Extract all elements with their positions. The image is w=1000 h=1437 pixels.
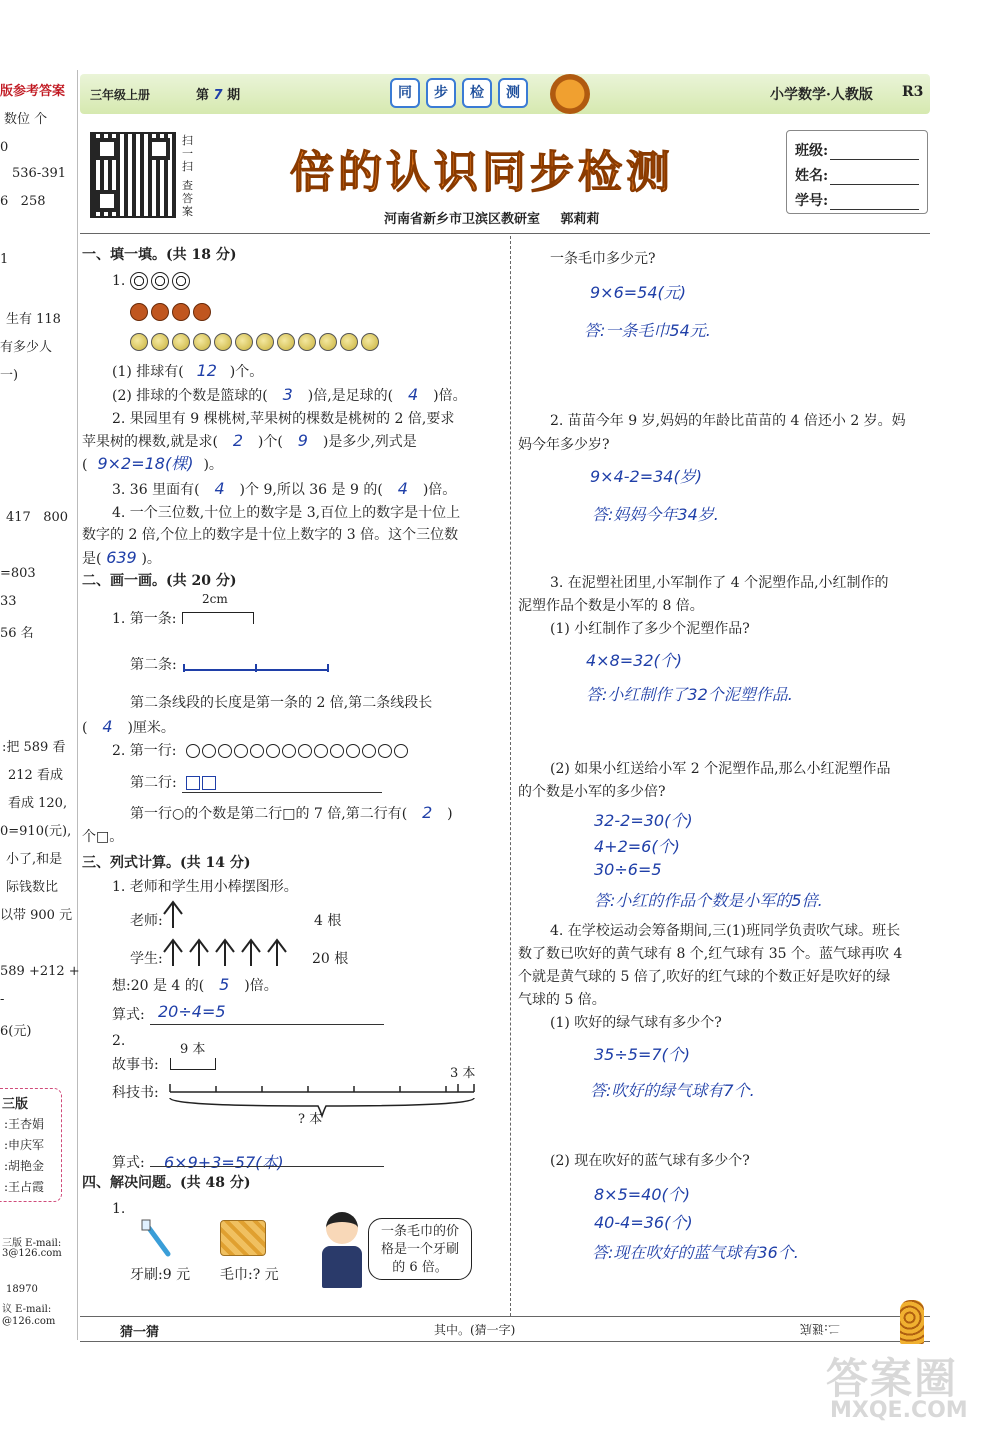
- teacher-count: 4 根: [314, 913, 342, 929]
- toothbrush-price: 牙刷:9 元: [130, 1267, 191, 1283]
- draw-line2-label: 第二条:: [130, 657, 177, 673]
- q4-line1: 4. 一个三位数,十位上的数字是 3,百位上的数字是十位上: [112, 505, 461, 521]
- basketball-icon: [193, 303, 211, 321]
- lion-mascot-icon: [550, 74, 590, 114]
- answer: 2: [232, 431, 244, 450]
- side-line: 看成 120,: [8, 796, 68, 811]
- story-segment: [170, 1058, 216, 1070]
- square-icon: [186, 776, 200, 790]
- answer: 3: [282, 385, 293, 404]
- volleyball-icon: [340, 333, 358, 351]
- r4-question-3: 个就是黄气球的 5 倍了,吹好的红气球的个数正好是吹好的绿: [518, 969, 891, 985]
- calc-q1: 1. 老师和学生用小棒摆图形。: [112, 879, 298, 895]
- soccer-ball-icon: [151, 272, 169, 290]
- issue-prefix: 第: [196, 88, 210, 103]
- student-id-field[interactable]: 学号:: [795, 185, 919, 210]
- formula1-label: 算式:: [112, 1007, 145, 1023]
- r3-answer-4: 4+2=6(个): [594, 837, 680, 856]
- edition-code: R3: [902, 84, 924, 100]
- riddle-label: 猜一猜: [120, 1325, 160, 1340]
- side-line: =803: [0, 566, 36, 581]
- side-line: 一): [0, 368, 19, 383]
- volleyball-icon: [319, 333, 337, 351]
- editor-line: :王占霞: [4, 1180, 45, 1194]
- r4-answer-1: 35÷5=7(个): [594, 1045, 691, 1064]
- draw-q2-tail: 个□。: [82, 829, 124, 845]
- volleyballs: [130, 333, 382, 351]
- editor-box-title: 三版: [2, 1097, 29, 1112]
- q2-line3: ( 9×2=18(棵) )。: [82, 454, 223, 473]
- circle-icon: [250, 744, 264, 758]
- volleyball-icon: [151, 333, 169, 351]
- row2-answer-line: [182, 792, 382, 793]
- r1-question: 一条毛巾多少元?: [550, 251, 656, 267]
- side-line: 有多少人: [0, 340, 53, 355]
- side-line: 以带 900 元: [0, 908, 73, 923]
- row1-label: 2. 第一行:: [112, 743, 177, 759]
- answer: 4: [102, 717, 113, 736]
- towel-icon: [220, 1220, 266, 1256]
- qr-code-icon[interactable]: [90, 132, 176, 218]
- side-email: 议 E-mail:: [2, 1304, 52, 1315]
- basketball-icon: [130, 303, 148, 321]
- riddle-text: 其中。(猜一字): [434, 1323, 516, 1337]
- qr-hint: [182, 134, 196, 218]
- side-line: 6 258: [0, 194, 46, 209]
- formula2-line: [150, 1166, 384, 1167]
- answer: 9×2=18(棵): [97, 454, 194, 473]
- section-2-heading: 二、画一画。(共 20 分): [82, 573, 237, 589]
- side-line: 际钱数比: [6, 880, 59, 895]
- r1-answer-1: 9×6=54(元): [590, 283, 687, 302]
- row2-squares: [186, 775, 218, 791]
- side-line: 6(元): [0, 1024, 32, 1039]
- teacher-label: 老师:: [130, 913, 163, 929]
- volleyball-icon: [361, 333, 379, 351]
- r4-question-2: 数了数已吹好的黄气球有 8 个,红气球有 35 个。蓝气球再吹 4: [518, 946, 903, 962]
- answer: 12: [196, 361, 217, 380]
- side-line: 小了,和是: [6, 852, 63, 867]
- sci-segment: [168, 1078, 478, 1128]
- watermark-url: MXQE.COM: [830, 1398, 968, 1423]
- calc-q2: 2.: [112, 1033, 126, 1049]
- watermark-logo: 答案圈: [826, 1354, 959, 1403]
- author-line: [384, 208, 600, 227]
- soccer-ball-icon: [130, 272, 148, 290]
- q1-number: 1.: [112, 273, 126, 289]
- circle-icon: [330, 744, 344, 758]
- issue-number: 7: [213, 88, 223, 103]
- circle-icon: [298, 744, 312, 758]
- r1-answer-2: 答:一条毛巾54元.: [584, 321, 711, 340]
- draw-q2-line: 第一行○的个数是第二行□的 7 倍,第二行有( 2 ): [130, 803, 453, 822]
- student-info-box: [786, 130, 928, 214]
- formula2-answer: 6×9+3=57(本): [164, 1153, 284, 1172]
- circle-icon: [282, 744, 296, 758]
- riddle-answer: 二:谜底: [800, 1322, 841, 1336]
- r4-answer-3: 8×5=40(个): [594, 1185, 691, 1204]
- subject-label: 小学数学·人教版: [770, 87, 873, 103]
- circle-icon: [394, 744, 408, 758]
- side-line: -: [0, 992, 5, 1007]
- r2-question-2: 妈今年多少岁?: [518, 437, 610, 453]
- think-line: 想:20 是 4 的( 5 )倍。: [112, 975, 278, 994]
- r3-answer-3: 32-2=30(个): [594, 811, 693, 830]
- draw-line1-length: 2cm: [202, 592, 228, 606]
- side-email: 三版 E-mail:: [2, 1238, 62, 1249]
- toothbrush-icon: [140, 1218, 174, 1258]
- q2-line2: 苹果树的棵数,就是求( 2 )个( 9 )是多少,列式是: [82, 431, 417, 450]
- side-email: 3@126.com: [2, 1248, 62, 1259]
- q4-line2: 数字的 2 倍,个位上的数字是十位上数字的 3 倍。这个三位数: [82, 527, 459, 543]
- formula1-line: [150, 1024, 384, 1025]
- author-name: 郭莉莉: [560, 212, 600, 227]
- volleyball-icon: [277, 333, 295, 351]
- section-1-heading: 一、填一填。(共 18 分): [82, 247, 237, 263]
- volleyball-icon: [172, 333, 190, 351]
- r2-question-1: 2. 苗苗今年 9 岁,妈妈的年龄比苗苗的 4 倍还小 2 岁。妈: [550, 413, 906, 429]
- r4-question-4: 气球的 5 倍。: [518, 992, 606, 1008]
- editor-box: [0, 1088, 62, 1202]
- r3-answer-1: 4×8=32(个): [586, 651, 683, 670]
- qr-hint-scan: 扫一扫: [182, 134, 193, 173]
- formula1-answer: 20÷4=5: [158, 1002, 226, 1021]
- side-line: 0: [0, 140, 9, 155]
- r2-answer-2: 答:妈妈今年34岁.: [592, 505, 719, 524]
- side-line: 33: [0, 594, 17, 609]
- q3: 3. 36 里面有( 4 )个 9,所以 36 是 9 的( 4 )倍。: [112, 479, 457, 498]
- issue-suffix: 期: [227, 88, 241, 103]
- editor-line: :申庆军: [4, 1138, 45, 1152]
- basketball-icon: [151, 303, 169, 321]
- tab-tong: 同: [390, 78, 420, 108]
- sci-extra: 3 本: [450, 1066, 476, 1081]
- side-email: @126.com: [2, 1316, 56, 1327]
- story-count: 9 本: [180, 1042, 206, 1057]
- class-field[interactable]: 班级:: [795, 135, 919, 160]
- footer-bar: [80, 1316, 930, 1342]
- basketballs: [130, 303, 214, 321]
- header-divider: [80, 233, 930, 234]
- answer: 5: [219, 975, 230, 994]
- r3-question-5: 的个数是小军的多少倍?: [518, 784, 666, 800]
- volleyball-icon: [256, 333, 274, 351]
- side-line: 589 +212 +: [0, 964, 80, 979]
- circle-icon: [218, 744, 232, 758]
- side-line: 212 看成: [8, 768, 63, 783]
- volleyball-icon: [193, 333, 211, 351]
- circle-icon: [346, 744, 360, 758]
- circle-icon: [234, 744, 248, 758]
- section-3-heading: 三、列式计算。(共 14 分): [82, 855, 251, 871]
- answer: 2: [422, 803, 433, 822]
- r3-question-1: 3. 在泥塑社团里,小军制作了 4 个泥塑作品,小红制作的: [550, 575, 889, 591]
- editor-line: :王杏娟: [4, 1117, 45, 1131]
- draw-q3-line1: 第二条线段的长度是第一条的 2 倍,第二条线段长: [130, 695, 433, 711]
- volleyball-icon: [130, 333, 148, 351]
- sci-label: 科技书:: [112, 1085, 159, 1101]
- tab-group: [390, 78, 528, 108]
- editor-line: :胡艳金: [4, 1159, 45, 1173]
- speech-bubble: 一条毛巾的价格是一个牙刷的 6 倍。: [368, 1218, 472, 1280]
- towel-price: 毛巾:? 元: [220, 1267, 279, 1283]
- circle-icon: [186, 744, 200, 758]
- r4-question-6: (2) 现在吹好的蓝气球有多少个?: [550, 1153, 750, 1169]
- r4-question-1: 4. 在学校运动会筹备期间,三(1)班同学负责吹气球。班长: [550, 923, 901, 939]
- r3-answer-5: 30÷6=5: [594, 860, 662, 879]
- draw-q3-line2: ( 4 )厘米。: [82, 717, 175, 736]
- q1b: (2) 排球的个数是篮球的( 3 )倍,是足球的( 4 )倍。: [112, 385, 467, 404]
- r3-question-4: (2) 如果小红送给小军 2 个泥塑作品,那么小红泥塑作品: [550, 761, 891, 777]
- r4-answer-2: 答:吹好的绿气球有7个.: [590, 1081, 755, 1100]
- q2-line1: 2. 果园里有 9 棵桃树,苹果树的棵数是桃树的 2 倍,要求: [112, 411, 455, 427]
- student-count: 20 根: [312, 951, 349, 967]
- formula2-label: 算式:: [112, 1155, 145, 1171]
- side-top-label: 版参考答案: [0, 84, 66, 99]
- author-org: 河南省新乡市卫滨区教研室: [384, 212, 541, 227]
- r2-answer-1: 9×4-2=34(岁): [590, 467, 702, 486]
- r3-question-3: (1) 小红制作了多少个泥塑作品?: [550, 621, 750, 637]
- answer: 4: [397, 479, 408, 498]
- segment-1: [182, 612, 254, 624]
- q4-line3: 是( 639 )。: [82, 548, 161, 567]
- story-label: 故事书:: [112, 1057, 159, 1073]
- side-line: 417 800: [6, 510, 69, 525]
- circle-icon: [266, 744, 280, 758]
- boy-icon: [322, 1212, 362, 1290]
- side-line: 数位 个: [4, 112, 48, 127]
- sci-question: ? 本: [298, 1112, 323, 1127]
- side-line: 536-391: [12, 166, 67, 181]
- r4-answer-4: 40-4=36(个): [594, 1213, 693, 1232]
- segment-2-drawn: [180, 660, 336, 676]
- soccer-balls: [130, 272, 193, 290]
- basketball-icon: [172, 303, 190, 321]
- r3-answer-2: 答:小红制作了32个泥塑作品.: [586, 685, 793, 704]
- circle-icon: [314, 744, 328, 758]
- answer: 639: [106, 548, 137, 567]
- side-line: 56 名: [0, 626, 34, 641]
- q1a: (1) 排球有( 12 )个。: [112, 361, 264, 380]
- section-4-heading: 四、解决问题。(共 48 分): [82, 1175, 251, 1191]
- row2-label: 第二行:: [130, 775, 177, 791]
- qr-hint-answer: 查答案: [182, 179, 193, 218]
- tab-jian: 检: [462, 78, 492, 108]
- r4-question-5: (1) 吹好的绿气球有多少个?: [550, 1015, 722, 1031]
- stick-shapes-group: [162, 938, 294, 968]
- header-banner: [80, 74, 930, 114]
- column-divider: [510, 236, 511, 1316]
- volleyball-icon: [298, 333, 316, 351]
- side-line: 0=910(元),: [0, 824, 72, 839]
- square-icon: [202, 776, 216, 790]
- row1-circles: [186, 743, 410, 759]
- answer: 4: [408, 385, 419, 404]
- tab-bu: 步: [426, 78, 456, 108]
- giraffe-icon: [900, 1300, 924, 1344]
- draw-line1-label: 1. 第一条:: [112, 611, 177, 627]
- volleyball-icon: [235, 333, 253, 351]
- r3-answer-6: 答:小红的作品个数是小军的5倍.: [594, 891, 823, 910]
- name-field[interactable]: 姓名:: [795, 160, 919, 185]
- soccer-ball-icon: [172, 272, 190, 290]
- side-line: 1: [0, 252, 9, 267]
- side-line: 生有 118: [6, 312, 61, 327]
- answer: 4: [214, 479, 225, 498]
- answer: 9: [297, 431, 308, 450]
- stick-shape-icon: [162, 900, 184, 930]
- page-title: 倍的认识同步检测: [290, 147, 674, 198]
- circle-icon: [362, 744, 376, 758]
- grade-label: 三年级上册: [90, 88, 151, 102]
- student-label: 学生:: [130, 951, 163, 967]
- tab-ce: 测: [498, 78, 528, 108]
- side-phone: 18970: [6, 1284, 38, 1295]
- r4-answer-5: 答:现在吹好的蓝气球有36个.: [592, 1243, 799, 1262]
- volleyball-icon: [214, 333, 232, 351]
- problem-1-number: 1.: [112, 1201, 126, 1217]
- circle-icon: [378, 744, 392, 758]
- issue-label: [196, 84, 240, 103]
- side-line: :把 589 看: [2, 740, 66, 755]
- circle-icon: [202, 744, 216, 758]
- r3-question-2: 泥塑作品个数是小军的 8 倍。: [518, 598, 704, 614]
